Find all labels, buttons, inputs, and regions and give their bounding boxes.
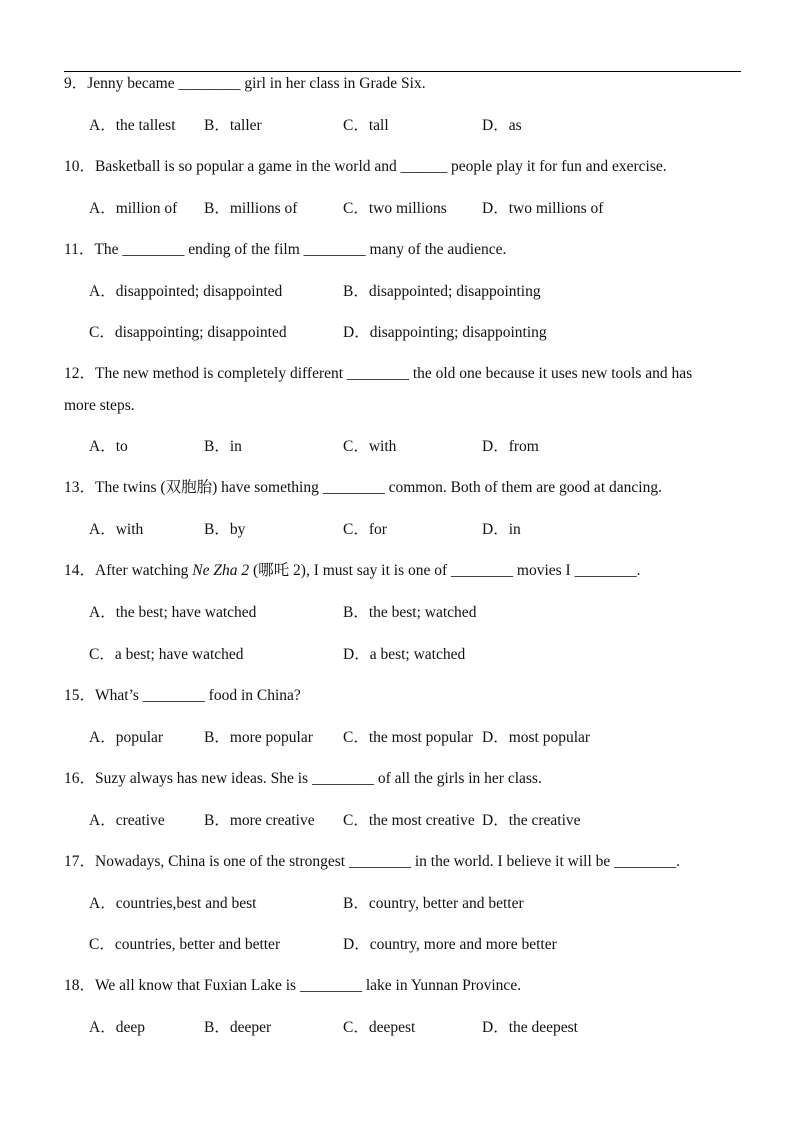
question-stem: 18．We all know that Fuxian Lake is ________ lake in Yunnan Province. [64,977,522,994]
question-options [89,809,739,833]
question-stem-post: (哪吒 2), I must say it is one of ________ movies I ________. [249,562,641,579]
question-options [89,435,739,459]
option-b: B．by [204,521,246,538]
option-d: D．the creative [482,812,581,829]
option-c: C．deepest [343,1019,416,1036]
question-options [89,892,739,916]
question-stem: 10．Basketball is so popular a game in the world and ______ people play it for fun and exercise. [64,158,667,175]
question-options [89,518,739,542]
option-d: D．most popular [482,729,591,746]
option-d: D．disappointing; disappointing [343,324,547,341]
question-options [89,643,739,667]
question-options [89,933,739,957]
option-c: C．countries, better and better [89,936,281,953]
option-c: C．the most popular [343,729,474,746]
question-stem-pre: 14．After watching [64,562,193,579]
option-d: D．the deepest [482,1019,578,1036]
question-options [89,601,739,625]
option-b: B．deeper [204,1019,272,1036]
question-options [89,726,739,750]
option-c: C．disappointing; disappointed [89,324,287,341]
option-a: A．to [89,438,128,455]
movie-title: Ne Zha 2 [192,562,250,579]
option-a: A．countries,best and best [89,895,257,912]
option-b: B．more popular [204,729,313,746]
option-c: C．two millions [343,200,447,217]
option-b: B．in [204,438,242,455]
option-a: A．deep [89,1019,145,1036]
option-a: A．popular [89,729,164,746]
option-b: B．country, better and better [343,895,524,912]
option-b: B．disappointed; disappointing [343,283,541,300]
option-a: A．with [89,521,144,538]
option-a: A．million of [89,200,178,217]
option-c: C．for [343,521,387,538]
option-d: D．in [482,521,521,538]
option-b: B．taller [204,117,262,134]
option-c: C．a best; have watched [89,646,244,663]
question-stem [64,555,734,587]
option-d: D．country, more and more better [343,936,557,953]
question-stem: 17．Nowadays, China is one of the strongest ________ in the world. I believe it will be ________. [64,853,681,870]
option-c: C．tall [343,117,389,134]
option-a: A．the best; have watched [89,604,257,621]
option-a: A．creative [89,812,165,829]
question-stem: 11．The ________ ending of the film ________ many of the audience. [64,241,507,258]
question-stem: 15．What’s ________ food in China? [64,687,301,704]
option-d: D．a best; watched [343,646,466,663]
option-b: B．the best; watched [343,604,477,621]
question-options [89,280,739,304]
option-b: B．more creative [204,812,315,829]
option-c: C．the most creative [343,812,475,829]
option-c: C．with [343,438,397,455]
question-options [89,114,739,138]
question-options [89,1016,739,1040]
question-options [89,197,739,221]
option-a: A．disappointed; disappointed [89,283,283,300]
question-stem: 9．Jenny became ________ girl in her class in Grade Six. [64,75,426,92]
option-b: B．millions of [204,200,298,217]
option-d: D．as [482,117,522,134]
question-stem: 12．The new method is completely different ________ the old one because it uses new tools and has more steps. [64,365,693,414]
question-options [89,321,739,345]
option-d: D．from [482,438,539,455]
option-a: A．the tallest [89,117,176,134]
question-stem: 16．Suzy always has new ideas. She is ________ of all the girls in her class. [64,770,542,787]
option-d: D．two millions of [482,200,604,217]
question-stem: 13．The twins (双胞胎) have something ________ common. Both of them are good at dancing. [64,479,662,496]
